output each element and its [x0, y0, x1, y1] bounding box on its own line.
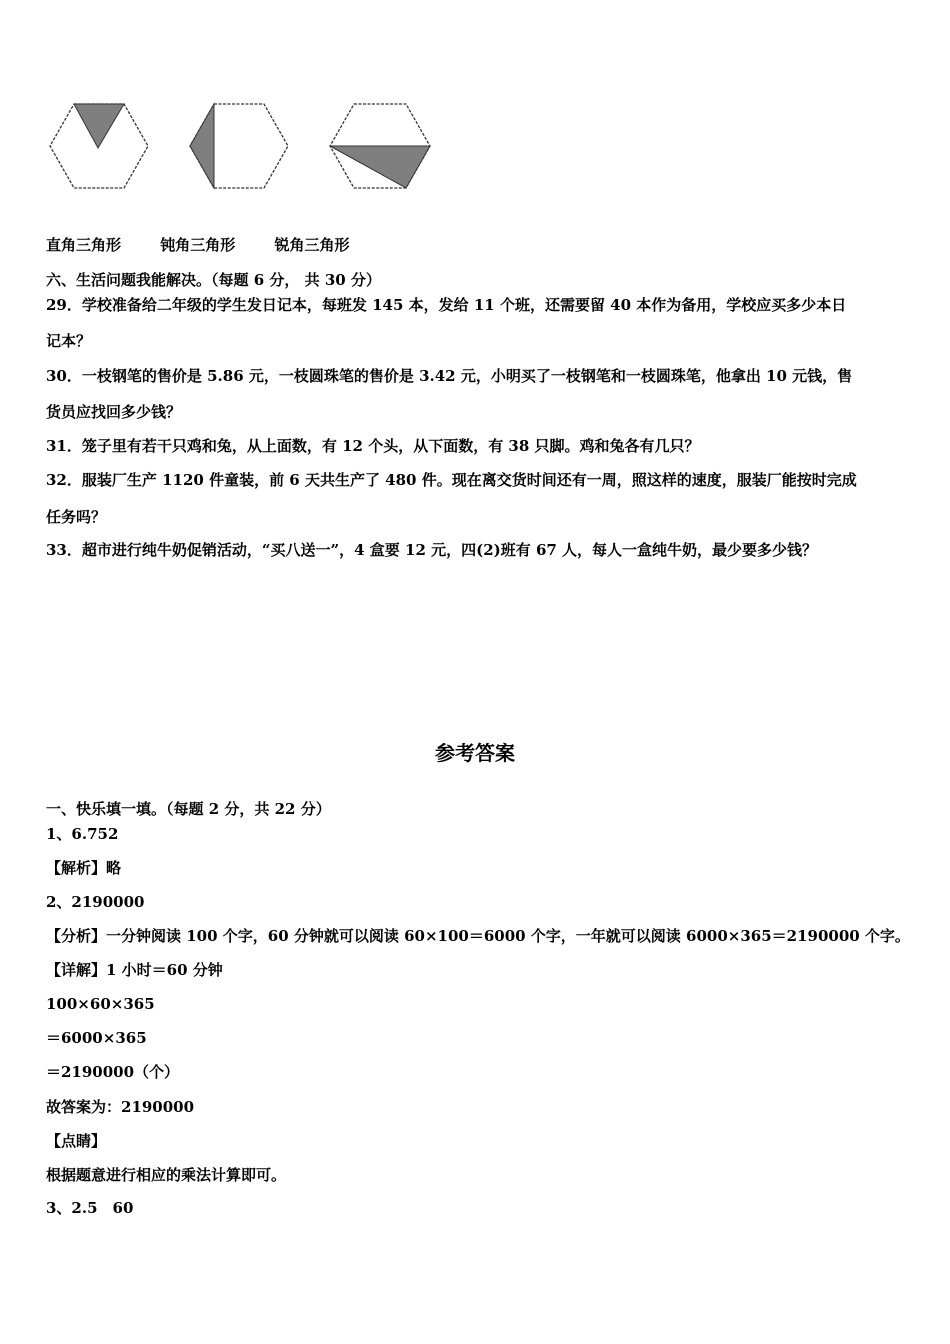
question-31: 31．笼子里有若干只鸡和兔，从上面数，有 12 个头，从下面数，有 38 只脚。鸡和兔各有几只？	[46, 437, 700, 455]
hexagon-figures	[44, 96, 444, 196]
question-33: 33．超市进行纯牛奶促销活动，“买八送一”，4 盒要 12 元，四(2)班有 67 人，每人一盒纯牛奶，最少要多少钱？	[46, 541, 818, 559]
answer-2-result: 故答案为：2190000	[46, 1098, 195, 1116]
hexagon-acute-triangle	[330, 104, 430, 188]
question-30-line1: 30．一枝钢笔的售价是 5.86 元，一枝圆珠笔的售价是 3.42 元，小明买了一枝钢笔和一枝圆珠笔，他拿出 10 元钱，售	[46, 367, 853, 385]
section6-heading: 六、生活问题我能解决。（每题 6 分， 共 30 分）	[46, 271, 381, 289]
answer-2-analysis: 【分析】一分钟阅读 100 个字，60 分钟就可以阅读 60×100＝6000 个字，一年就可以阅读 6000×365＝2190000 个字。	[46, 927, 910, 945]
answers-heading: 一、快乐填一填。（每题 2 分，共 22 分）	[46, 800, 331, 818]
question-32-line1: 32．服装厂生产 1120 件童装，前 6 天共生产了 480 件。现在离交货时间还有一周，照这样的速度，服装厂能按时完成	[46, 471, 857, 489]
answer-2-detail: 【详解】1 小时＝60 分钟	[46, 961, 223, 979]
answer-2-step2: ＝6000×365	[46, 1029, 147, 1047]
question-30-line2: 货员应找回多少钱？	[46, 403, 182, 421]
question-32-line2: 任务吗？	[46, 508, 107, 526]
answer-2: 2、2190000	[46, 893, 145, 911]
question-29-line2: 记本？	[46, 332, 92, 350]
answer-3: 3、2.5 60	[46, 1199, 134, 1217]
triangle-labels	[46, 235, 350, 255]
label-obtuse-triangle: 钝角三角形	[160, 236, 236, 254]
label-right-triangle: 直角三角形	[46, 236, 122, 254]
answer-1-note: 【解析】略	[46, 859, 122, 877]
answer-2-tip-text: 根据题意进行相应的乘法计算即可。	[46, 1166, 287, 1184]
label-acute-triangle: 锐角三角形	[274, 236, 350, 254]
hexagon-obtuse-triangle	[190, 104, 288, 188]
answer-2-step1: 100×60×365	[46, 995, 155, 1013]
question-29-line1: 29．学校准备给二年级的学生发日记本，每班发 145 本，发给 11 个班，还需要留 40 本作为备用，学校应买多少本日	[46, 296, 847, 314]
hexagon-right-triangle	[50, 104, 148, 188]
answer-2-tip: 【点睛】	[46, 1132, 107, 1150]
answers-title: 参考答案	[435, 741, 515, 765]
answer-2-step3: ＝2190000（个）	[46, 1063, 180, 1081]
answer-1: 1、6.752	[46, 825, 119, 843]
